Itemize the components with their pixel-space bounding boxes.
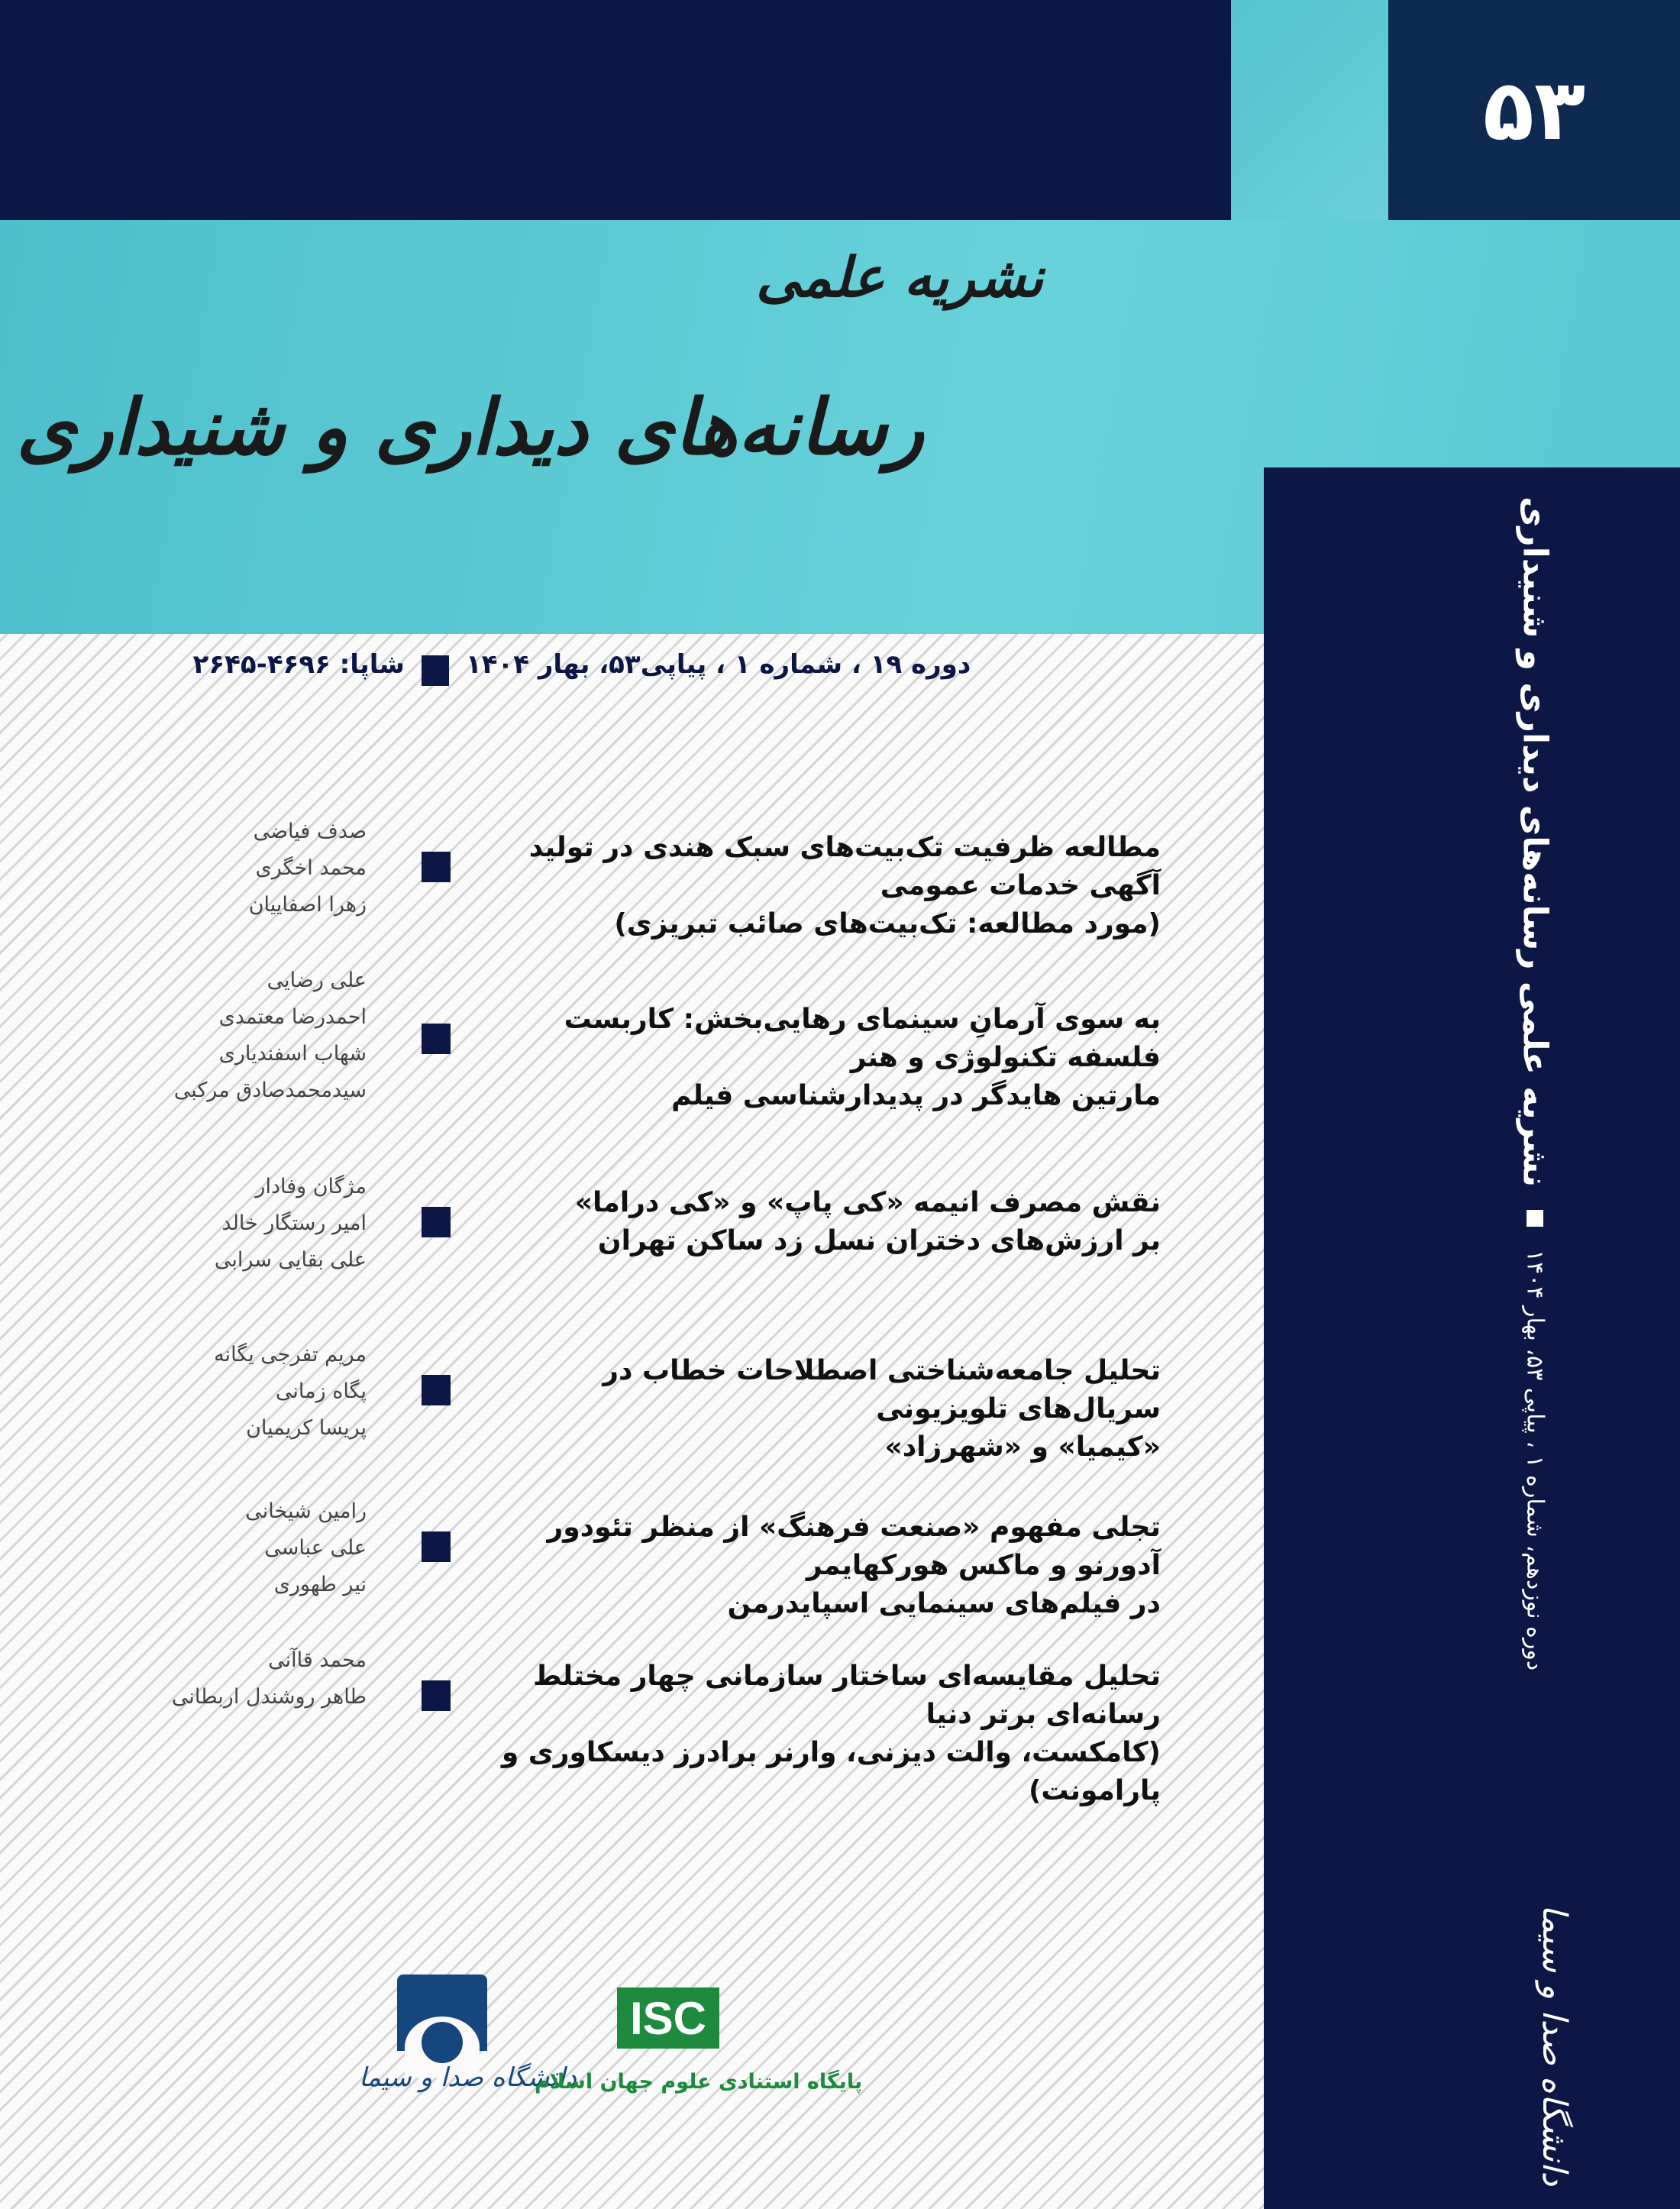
author-name: مژگان وفادار (255, 1175, 367, 1198)
article-title-line: تحلیل جامعه‌شناختی اصطلاحات خطاب در سریال‌های تلویزیونی (603, 1355, 1161, 1425)
author-name: احمدرضا معتمدی (218, 1005, 367, 1029)
article-title-line: تجلی مفهوم «صنعت فرهنگ» از منظر تئودور آدورنو و ماکس هورکهایمر (547, 1512, 1161, 1581)
seda-sima-name: دانشگاه صدا و سیما (359, 2062, 577, 2093)
top-navy-band (0, 0, 1231, 220)
journal-title: رسانه‌های دیداری و شنیداری (16, 382, 924, 472)
article-authors (183, 1493, 367, 1603)
author-name: سیدمحمدصادق مرکبی (173, 1079, 367, 1102)
isc-logo: ISC (617, 1987, 719, 2049)
author-name: مریم تفرجی یگانه (214, 1343, 367, 1366)
article-title-line: به سوی آرمانِ سینمای رهایی‌بخش: کاربست فلسفه تکنولوژی و هنر (564, 1004, 1161, 1073)
article-title-line: در فیلم‌های سینمایی اسپایدرمن (727, 1588, 1161, 1619)
article-authors (183, 813, 367, 923)
article-square-bullet (422, 1207, 451, 1237)
author-name: پریسا کریمیان (246, 1416, 367, 1440)
teal-corner-block (1231, 0, 1388, 220)
article-square-bullet (422, 1024, 451, 1054)
spine-title: نشریه علمی رسانه‌های دیداری و شنیداری (1515, 496, 1555, 1188)
article-authors (171, 1642, 367, 1716)
article-title-line: (مورد مطالعه: تک‌بیت‌های صائب تبریزی) (614, 908, 1161, 940)
article-title (466, 1509, 1161, 1623)
article-title (466, 1184, 1161, 1260)
issn: شاپا: ۴۶۹۶-۲۶۴۵ (192, 649, 405, 680)
article-title (466, 1658, 1161, 1810)
issue-info: دوره ۱۹ ، شماره ۱ ، پیاپی۵۳، بهار ۱۴۰۴ (466, 649, 971, 680)
spine-text-column (1497, 496, 1573, 1670)
article-title-line: مارتین هایدگر در پدیدارشناسی فیلم (671, 1080, 1161, 1111)
seda-sima-logo-icon (397, 1975, 487, 2051)
author-name: نیر طهوری (273, 1573, 367, 1596)
journal-subtitle: نشریه علمی (756, 244, 1044, 309)
article-title-line: مطالعه ظرفیت تک‌بیت‌های سبک هندی در تولید آگهی خدمات عمومی (528, 832, 1161, 901)
spine-issue: دوره نوزدهم، شماره ۱ ، پیاپی ۵۳، بهار ۱۴۰۴ (1521, 1250, 1549, 1671)
article-title-line: بر ارزش‌های دختران نسل زد ساکن تهران (597, 1225, 1161, 1257)
article-authors (183, 1337, 367, 1447)
article-title (466, 1352, 1161, 1467)
article-title (466, 1001, 1161, 1115)
article-authors (183, 1169, 367, 1279)
author-name: پگاه زمانی (275, 1379, 367, 1403)
issue-number: ۵۳ (1388, 0, 1680, 220)
author-name: زهرا اصفاییان (248, 893, 367, 917)
university-calligraphy-logo: دانشگاه صدا و سیما (1535, 1904, 1574, 2186)
article-title-line: (کامکست، والت دیزنی، وارنر برادرز دیسکاوری و پارامونت) (501, 1737, 1161, 1806)
author-name: علی عباسی (264, 1536, 367, 1560)
spine-panel (1264, 467, 1680, 2209)
article-title-line: نقش مصرف انیمه «کی پاپ» و «کی دراما» (574, 1187, 1161, 1218)
article-square-bullet (422, 1375, 451, 1405)
author-name: محمد قاآنی (268, 1648, 367, 1672)
article-square-bullet (422, 852, 451, 882)
article-title-line: «کیمیا» و «شهرزاد» (884, 1431, 1161, 1463)
author-name: محمد اخگری (255, 856, 367, 880)
article-square-bullet (422, 1680, 451, 1711)
author-name: علی بقایی سرابی (214, 1248, 367, 1272)
article-title (466, 829, 1161, 943)
article-title-line: تحلیل مقایسه‌ای ساختار سازمانی چهار مختلط رسانه‌ای برتر دنیا (532, 1661, 1161, 1730)
isc-name: پایگاه استنادی علوم جهان اسلام (535, 2070, 863, 2094)
author-name: رامین شیخانی (245, 1499, 367, 1523)
author-name: شهاب اسفندیاری (218, 1042, 367, 1066)
author-name: علی رضایی (267, 969, 367, 992)
article-square-bullet (422, 1531, 451, 1562)
article-authors (173, 962, 367, 1109)
info-square-bullet (422, 655, 449, 686)
spine-square-bullet (1527, 1210, 1543, 1227)
author-name: صدف فیاضی (253, 820, 367, 843)
author-name: طاهر روشندل اربطانی (171, 1685, 367, 1709)
author-name: امیر رستگار خالد (221, 1211, 367, 1235)
